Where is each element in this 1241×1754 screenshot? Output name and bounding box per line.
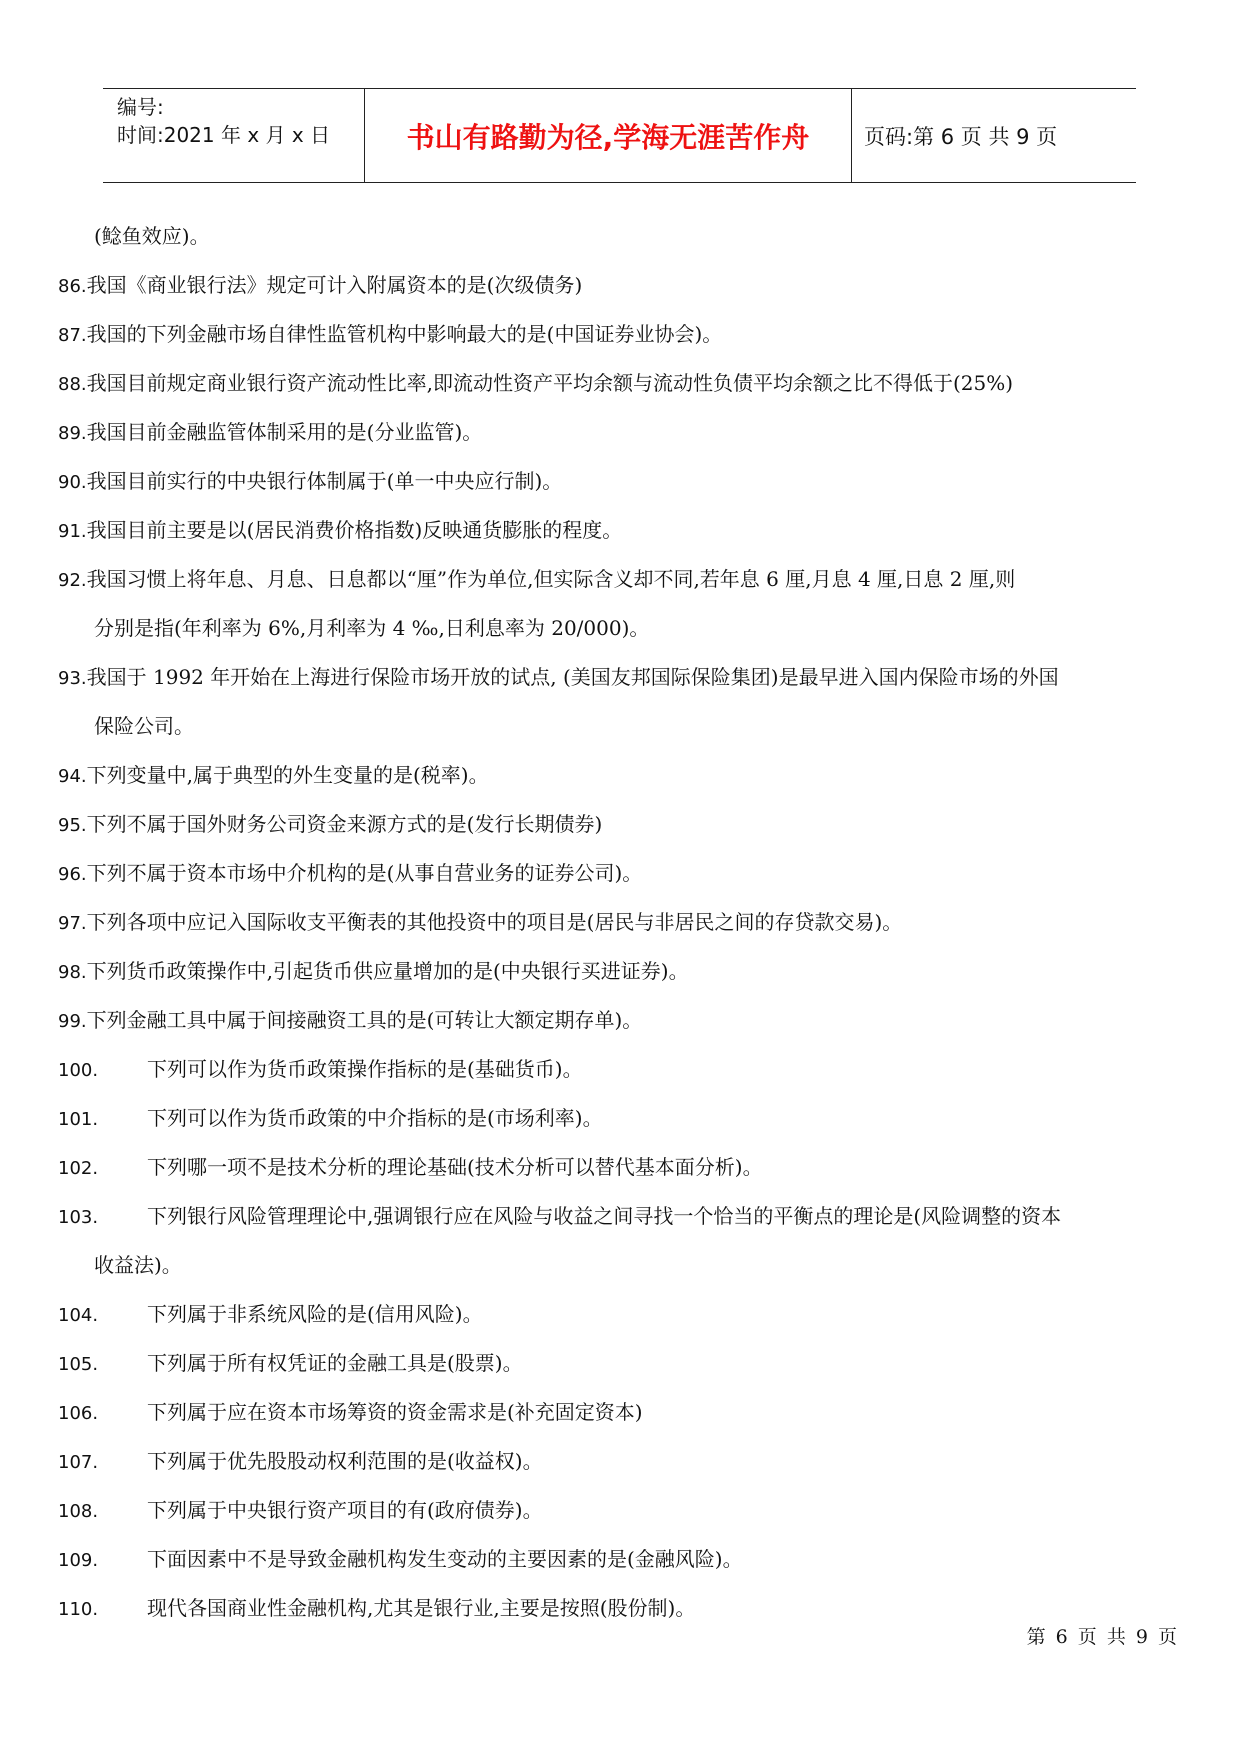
serial-label: 编号: — [117, 95, 164, 119]
question-item — [58, 414, 1183, 463]
question-item — [58, 365, 1183, 414]
question-item — [58, 904, 1183, 953]
question-continuation — [58, 1247, 1183, 1296]
header-page-label: 页码:第 6 页 共 9 页 — [864, 124, 1058, 149]
question-text: 下列属于所有权凭证的金融工具是(股票)。 — [147, 1351, 523, 1375]
question-text: 下列可以作为货币政策操作指标的是(基础货币)。 — [147, 1057, 583, 1081]
question-item — [58, 1443, 1183, 1492]
question-item — [58, 1541, 1183, 1590]
question-item — [58, 659, 1183, 708]
question-number: 86. — [58, 276, 87, 297]
question-item — [58, 1296, 1183, 1345]
question-text: 下列哪一项不是技术分析的理论基础(技术分析可以替代基本面分析)。 — [147, 1155, 763, 1179]
question-item — [58, 1051, 1183, 1100]
question-item — [58, 1100, 1183, 1149]
question-number: 88. — [58, 374, 87, 395]
question-item — [58, 1149, 1183, 1198]
question-number: 106. — [58, 1403, 99, 1424]
question-text: 下列金融工具中属于间接融资工具的是(可转让大额定期存单)。 — [86, 1008, 643, 1032]
question-number: 95. — [58, 815, 87, 836]
question-number: 102. — [58, 1158, 99, 1179]
question-item — [58, 1345, 1183, 1394]
question-text: 下列银行风险管理理论中,强调银行应在风险与收益之间寻找一个恰当的平衡点的理论是(风险调整的资本 — [147, 1204, 1062, 1228]
question-item — [58, 316, 1183, 365]
question-text: 下列属于中央银行资产项目的有(政府债券)。 — [147, 1498, 543, 1522]
question-item — [58, 953, 1183, 1002]
question-text: 我国习惯上将年息、月息、日息都以“厘”作为单位,但实际含义却不同,若年息 6 厘,月息 4 厘,日息 2 厘,则 — [86, 567, 1016, 591]
question-text: 我国目前规定商业银行资产流动性比率,即流动性资产平均余额与流动性负债平均余额之比不得低于(25%) — [86, 371, 1014, 395]
question-continuation — [58, 610, 1183, 659]
question-item — [58, 1002, 1183, 1051]
question-number: 94. — [58, 766, 87, 787]
question-number: 87. — [58, 325, 87, 346]
question-text: 收益法)。 — [94, 1253, 182, 1277]
question-item — [58, 1590, 1183, 1639]
question-number: 90. — [58, 472, 87, 493]
question-text: 我国目前金融监管体制采用的是(分业监管)。 — [86, 420, 483, 444]
question-text: 分别是指(年利率为 6%,月利率为 4 ‰,日利息率为 20/000)。 — [94, 616, 650, 640]
question-number: 103. — [58, 1207, 99, 1228]
question-text: 下列货币政策操作中,引起货币供应量增加的是(中央银行买进证券)。 — [86, 959, 689, 983]
question-text: (鲶鱼效应)。 — [94, 224, 210, 248]
header-motto: 书山有路勤为径,学海无涯苦作舟 — [365, 89, 852, 182]
question-number: 93. — [58, 668, 87, 689]
question-number: 105. — [58, 1354, 99, 1375]
question-number: 99. — [58, 1011, 87, 1032]
question-continuation — [58, 218, 1183, 267]
question-text: 我国于 1992 年开始在上海进行保险市场开放的试点, (美国友邦国际保险集团)是最早进入国内保险市场的外国 — [86, 665, 1059, 689]
question-number: 100. — [58, 1060, 99, 1081]
question-text: 下列属于优先股股动权利范围的是(收益权)。 — [147, 1449, 543, 1473]
question-item — [58, 855, 1183, 904]
question-item — [58, 267, 1183, 316]
question-item — [58, 806, 1183, 855]
question-item — [58, 512, 1183, 561]
question-text: 我国《商业银行法》规定可计入附属资本的是(次级债务) — [86, 273, 583, 297]
question-item — [58, 463, 1183, 512]
question-text: 现代各国商业性金融机构,尤其是银行业,主要是按照(股份制)。 — [147, 1596, 696, 1620]
question-item — [58, 757, 1183, 806]
question-number: 89. — [58, 423, 87, 444]
page-footer: 第 6 页 共 9 页 — [1026, 1626, 1177, 1648]
question-number: 91. — [58, 521, 87, 542]
question-item — [58, 1198, 1183, 1247]
question-number: 108. — [58, 1501, 99, 1522]
question-text: 下面因素中不是导致金融机构发生变动的主要因素的是(金融风险)。 — [147, 1547, 743, 1571]
question-continuation — [58, 708, 1183, 757]
question-number: 97. — [58, 913, 87, 934]
question-number: 92. — [58, 570, 87, 591]
question-text: 保险公司。 — [94, 714, 194, 738]
question-number: 110. — [58, 1599, 99, 1620]
question-text: 下列不属于国外财务公司资金来源方式的是(发行长期债券) — [86, 812, 603, 836]
question-number: 109. — [58, 1550, 99, 1571]
question-item — [58, 561, 1183, 610]
question-list — [58, 218, 1183, 1639]
question-text: 我国目前实行的中央银行体制属于(单一中央应行制)。 — [86, 469, 563, 493]
question-text: 下列变量中,属于典型的外生变量的是(税率)。 — [86, 763, 489, 787]
question-text: 下列不属于资本市场中介机构的是(从事自营业务的证券公司)。 — [86, 861, 643, 885]
question-text: 下列属于应在资本市场筹资的资金需求是(补充固定资本) — [147, 1400, 643, 1424]
question-item — [58, 1492, 1183, 1541]
question-number: 98. — [58, 962, 87, 983]
question-text: 下列各项中应记入国际收支平衡表的其他投资中的项目是(居民与非居民之间的存贷款交易)。 — [86, 910, 903, 934]
question-number: 96. — [58, 864, 87, 885]
question-number: 101. — [58, 1109, 99, 1130]
question-item — [58, 1394, 1183, 1443]
question-number: 107. — [58, 1452, 99, 1473]
time-label: 时间:2021 年 x 月 x 日 — [117, 123, 331, 147]
header-meta — [103, 89, 365, 182]
question-number: 104. — [58, 1305, 99, 1326]
question-text: 下列属于非系统风险的是(信用风险)。 — [147, 1302, 483, 1326]
question-text: 我国目前主要是以(居民消费价格指数)反映通货膨胀的程度。 — [86, 518, 623, 542]
question-text: 我国的下列金融市场自律性监管机构中影响最大的是(中国证券业协会)。 — [86, 322, 723, 346]
page-header — [103, 88, 1136, 183]
question-text: 下列可以作为货币政策的中介指标的是(市场利率)。 — [147, 1106, 603, 1130]
